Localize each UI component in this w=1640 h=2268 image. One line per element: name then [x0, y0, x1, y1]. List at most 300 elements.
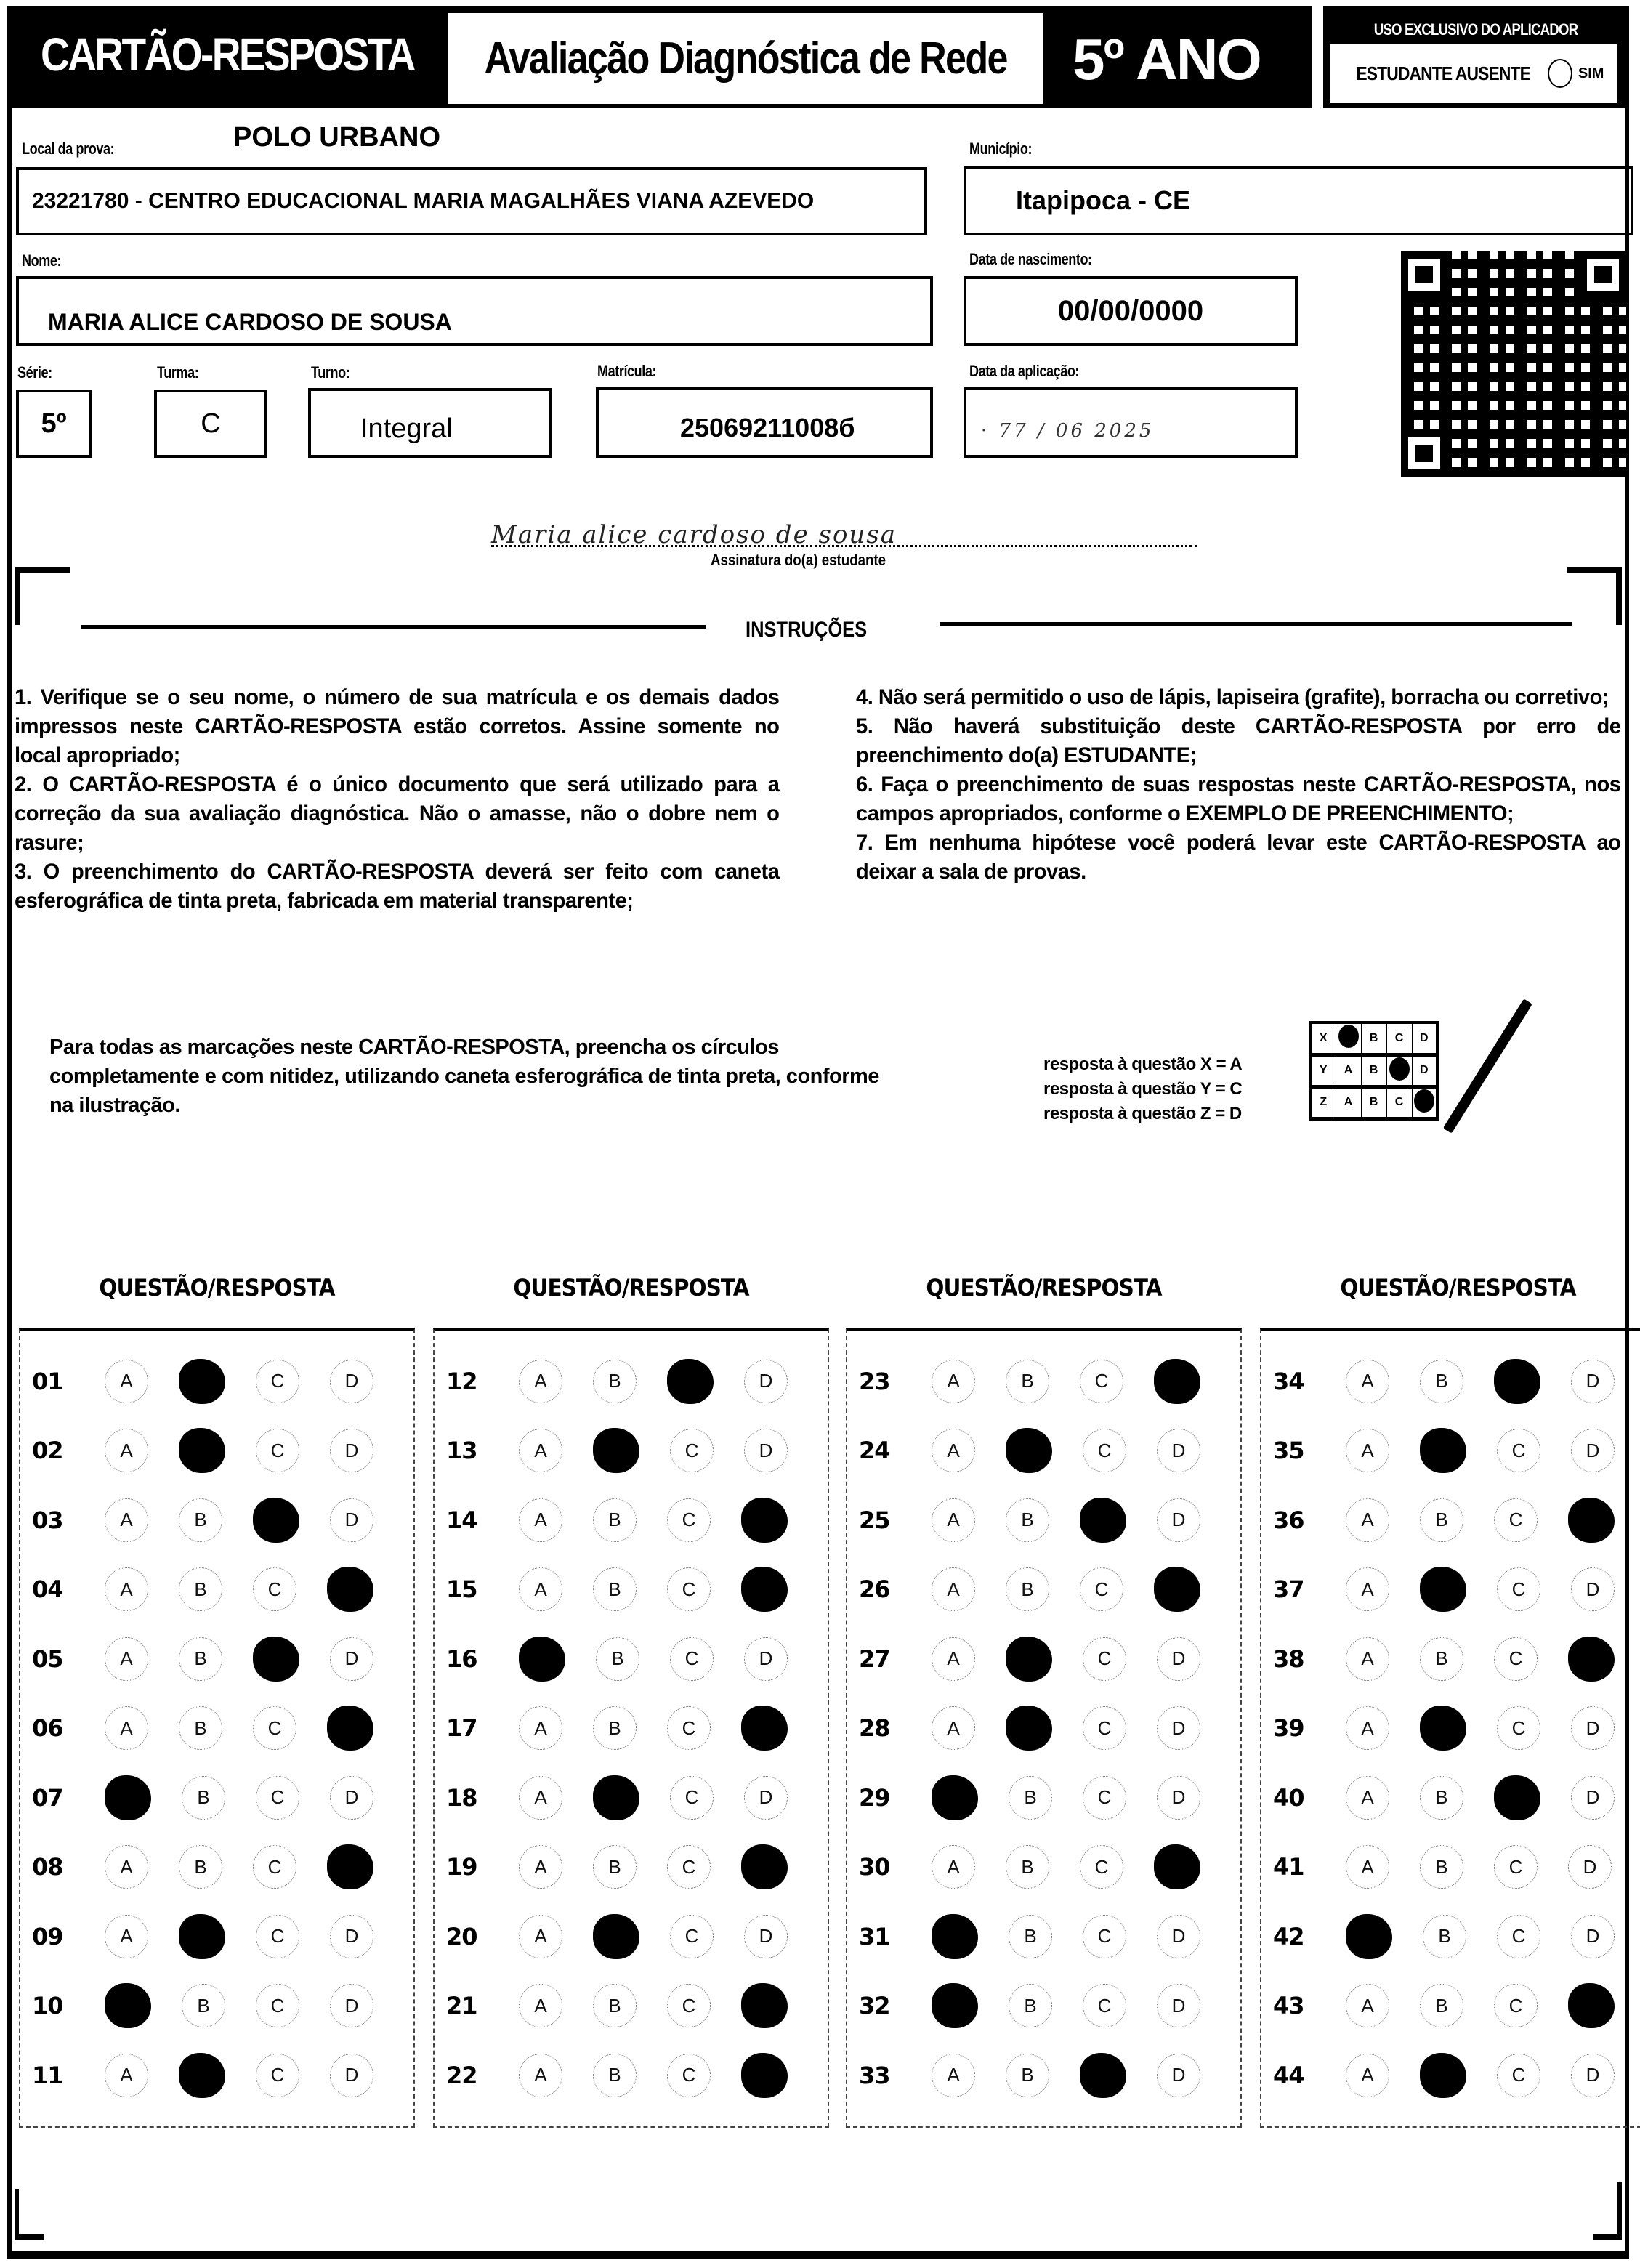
answer-bubble-b[interactable]: B [1420, 1984, 1463, 2027]
answer-bubble-b[interactable]: B [593, 1845, 637, 1889]
question-number: 42 [1273, 1922, 1304, 1950]
answer-bubble-b[interactable] [593, 1775, 639, 1820]
answer-bubble-a[interactable]: A [519, 1984, 562, 2027]
example-row-label: Z [1310, 1086, 1336, 1118]
example-line: resposta à questão Z = D [1043, 1104, 1242, 1123]
local-label: Local da prova: [22, 140, 115, 158]
answer-bubble-d[interactable]: D [330, 1429, 373, 1472]
answer-bubble-c[interactable]: C [670, 1637, 714, 1681]
answer-bubble-b[interactable] [593, 1428, 639, 1473]
answer-bubble-b[interactable]: B [1009, 1915, 1052, 1958]
answer-bubble-a[interactable]: A [105, 1498, 148, 1542]
answer-bubble-a[interactable] [105, 1775, 151, 1820]
answer-bubble-c[interactable]: C [1083, 1776, 1126, 1820]
question-number: 20 [446, 1922, 477, 1950]
question-number: 09 [32, 1922, 63, 1950]
answer-bubble-c[interactable]: C [256, 2054, 299, 2097]
answer-bubble-d[interactable] [741, 1983, 788, 2028]
answer-bubble-a[interactable]: A [105, 1915, 148, 1958]
answer-bubble-d[interactable]: D [1157, 1915, 1200, 1958]
aplicacao-field[interactable] [964, 387, 1298, 458]
question-number: 06 [32, 1714, 63, 1743]
answer-bubble-a[interactable]: A [105, 1567, 148, 1611]
answer-bubble-d[interactable] [1568, 1498, 1615, 1543]
answer-bubble-d[interactable]: D [330, 1915, 373, 1958]
answer-bubble-a[interactable] [105, 1983, 151, 2028]
grade-banner: 5º ANO [1073, 27, 1261, 92]
example-line: resposta à questão Y = C [1043, 1079, 1243, 1099]
answer-bubble-d[interactable]: D [1157, 1706, 1200, 1750]
answer-box [846, 1328, 1242, 2128]
answer-bubble-c[interactable] [1494, 1775, 1540, 1820]
answer-bubble-c[interactable]: C [1080, 1567, 1123, 1611]
answer-bubble-b[interactable]: B [1006, 1498, 1049, 1542]
answer-bubble-b[interactable]: B [1420, 1498, 1463, 1542]
answer-bubble-c[interactable]: C [256, 1360, 299, 1403]
question-number: 02 [32, 1437, 63, 1465]
answer-bubble-b[interactable]: B [179, 1567, 222, 1611]
question-row [1261, 1485, 1640, 1555]
question-number: 38 [1273, 1644, 1304, 1673]
answer-bubble-c[interactable]: C [253, 1845, 296, 1889]
filled-bubble-icon [1414, 1089, 1434, 1113]
answer-bubble-a[interactable]: A [519, 1915, 562, 1958]
municipio-field [964, 166, 1633, 235]
answer-bubble-c[interactable] [667, 1359, 714, 1404]
answer-bubble-b[interactable]: B [593, 2054, 637, 2097]
answer-bubble-a[interactable]: A [1346, 1498, 1389, 1542]
question-number: 36 [1273, 1506, 1304, 1534]
qr-code [1401, 251, 1626, 477]
local-value: POLO URBANO [233, 122, 440, 153]
question-row [847, 1416, 1240, 1486]
question-row [20, 1416, 413, 1486]
question-row [435, 1902, 828, 1972]
question-number: 07 [32, 1783, 63, 1812]
student-signature[interactable]: Maria alice cardoso de sousa [491, 520, 897, 549]
question-number: 05 [32, 1644, 63, 1673]
answer-bubble-a[interactable] [519, 1637, 565, 1682]
question-row [847, 1347, 1240, 1416]
nascimento-label: Data de nascimento: [969, 250, 1092, 268]
instruction-item: 4. Não será permitido o uso de lápis, lapiseira (grafite), borracha ou corretivo; [856, 685, 1609, 709]
question-number: 41 [1273, 1853, 1304, 1881]
answer-column [846, 1274, 1242, 2128]
answer-bubble-b[interactable]: B [179, 1845, 222, 1889]
answer-bubble-d[interactable]: D [1571, 2054, 1615, 2097]
answer-bubble-c[interactable]: C [1080, 1360, 1123, 1403]
answer-bubble-d[interactable]: D [1568, 1845, 1612, 1889]
answer-bubble-a[interactable]: A [1346, 1845, 1389, 1889]
answer-bubble-b[interactable]: B [1420, 1637, 1463, 1681]
turma-field [154, 390, 267, 458]
example-row-label: Y [1310, 1054, 1336, 1086]
answer-bubble-a[interactable]: A [105, 1845, 148, 1889]
answer-bubble-c[interactable]: C [670, 1429, 714, 1472]
answer-bubble-a[interactable]: A [1346, 2054, 1389, 2097]
answer-bubble-d[interactable] [1568, 1983, 1615, 2028]
instruction-item: 6. Faça o preenchimento de suas respostas neste CARTÃO-RESPOSTA, nos campos apropriados, conforme o EXEMPLO DE PREENCHIMENTO; [856, 772, 1621, 826]
answer-bubble-c[interactable]: C [256, 1984, 299, 2027]
answer-bubble-b[interactable] [1420, 1706, 1466, 1751]
question-row [435, 1694, 828, 1764]
question-row [1261, 1833, 1640, 1902]
question-number: 34 [1273, 1367, 1304, 1395]
answer-card [7, 6, 1629, 2259]
nome-field [16, 276, 933, 346]
question-row [20, 1902, 413, 1972]
question-row [435, 1416, 828, 1486]
turno-value: Integral [360, 413, 453, 444]
answer-bubble-d[interactable]: D [330, 1776, 373, 1820]
answer-bubble-d[interactable] [741, 1498, 788, 1543]
answer-bubble-d[interactable]: D [330, 1637, 373, 1681]
answer-bubble-a[interactable]: A [932, 1360, 975, 1403]
question-row [20, 1347, 413, 1416]
answer-bubble-b[interactable] [179, 2053, 225, 2098]
example-legend [1043, 1052, 1242, 1126]
answer-bubble-c[interactable] [253, 1637, 299, 1682]
answer-bubble-c[interactable]: C [667, 1567, 711, 1611]
column-title: QUESTÃO/RESPOSTA [513, 1274, 749, 1302]
answer-bubble-b[interactable]: B [179, 1637, 222, 1681]
question-row [435, 1763, 828, 1833]
question-number: 08 [32, 1853, 63, 1881]
answer-bubble-b[interactable]: B [1006, 1360, 1049, 1403]
answer-bubble-b[interactable] [593, 1914, 639, 1959]
answer-box [433, 1328, 829, 2128]
answer-bubble-d[interactable] [1154, 1844, 1200, 1889]
answer-bubble-a[interactable]: A [932, 1567, 975, 1611]
signature-label: Assinatura do(a) estudante [711, 551, 886, 569]
answer-bubble-d[interactable] [327, 1844, 373, 1889]
question-row [435, 1833, 828, 1902]
turma-value: C [201, 408, 221, 439]
answer-bubble-b[interactable]: B [1009, 1984, 1052, 2027]
answer-bubble-d[interactable]: D [330, 1360, 373, 1403]
answer-bubble-c[interactable]: C [1083, 1637, 1126, 1681]
question-row [1261, 1902, 1640, 1972]
answer-bubble-b[interactable]: B [1006, 2054, 1049, 2097]
answer-bubble-b[interactable] [179, 1428, 225, 1473]
answer-bubble-d[interactable]: D [1571, 1776, 1615, 1820]
answer-bubble-a[interactable]: A [932, 1637, 975, 1681]
answer-bubble-c[interactable]: C [1083, 1429, 1126, 1472]
answer-bubble-b[interactable] [1006, 1706, 1052, 1751]
turno-label: Turno: [311, 363, 350, 382]
question-number: 27 [859, 1644, 890, 1673]
signature-line [491, 545, 1197, 547]
answer-bubble-b[interactable]: B [1006, 1845, 1049, 1889]
answer-bubble-d[interactable]: D [1157, 1776, 1200, 1820]
answer-bubble-b[interactable]: B [593, 1984, 637, 2027]
answer-bubble-d[interactable]: D [744, 1776, 788, 1820]
answer-bubble-a[interactable]: A [519, 1567, 562, 1611]
answer-bubble-c[interactable]: C [1494, 1637, 1538, 1681]
question-number: 21 [446, 1992, 477, 2020]
question-number: 44 [1273, 2061, 1304, 2089]
answer-bubble-b[interactable] [1006, 1428, 1052, 1473]
serie-value: 5º [41, 408, 67, 439]
instruction-item: 1. Verifique se o seu nome, o número de sua matrícula e os demais dados impressos neste CARTÃO-RESPOSTA estão corretos. Assine somente no local apropriado; [15, 685, 780, 767]
answer-bubble-a[interactable]: A [1346, 1776, 1389, 1820]
answer-bubble-b[interactable] [1420, 1428, 1466, 1473]
answer-bubble-b[interactable]: B [593, 1567, 637, 1611]
answer-bubble-a[interactable] [932, 1775, 978, 1820]
answer-bubble-c[interactable] [1080, 2053, 1126, 2098]
answer-bubble-d[interactable]: D [1157, 1498, 1200, 1542]
matricula-field [596, 387, 933, 458]
column-title: QUESTÃO/RESPOSTA [1340, 1274, 1576, 1302]
answer-bubble-c[interactable]: C [670, 1915, 714, 1958]
question-number: 30 [859, 1853, 890, 1881]
answer-bubble-d[interactable]: D [744, 1637, 788, 1681]
question-row [435, 2041, 828, 2110]
answer-bubble-c[interactable]: C [667, 1845, 711, 1889]
school-value: 23221780 - CENTRO EDUCACIONAL MARIA MAGALHÃES VIANA AZEVEDO [32, 189, 815, 213]
instruction-item: 7. Em nenhuma hipótese você poderá levar este CARTÃO-RESPOSTA ao deixar a sala de provas. [856, 831, 1621, 884]
answer-bubble-b[interactable]: B [1420, 1845, 1463, 1889]
answer-bubble-d[interactable]: D [744, 1360, 788, 1403]
answer-bubble-c[interactable]: C [253, 1706, 296, 1750]
registration-mark [1593, 2182, 1622, 2240]
question-number: 43 [1273, 1992, 1304, 2020]
answer-bubble-d[interactable]: D [1571, 1706, 1615, 1750]
answer-bubble-a[interactable] [1346, 1914, 1392, 1959]
instruction-item: 3. O preenchimento do CARTÃO-RESPOSTA deverá ser feito com caneta esferográfica de tinta preta, fabricada em material transparente; [15, 860, 780, 913]
answer-bubble-b[interactable] [1006, 1637, 1052, 1682]
question-row [435, 1624, 828, 1694]
question-row [1261, 1624, 1640, 1694]
answer-bubble-c[interactable]: C [256, 1429, 299, 1472]
answer-bubble-d[interactable]: D [1157, 1429, 1200, 1472]
answer-bubble-d[interactable]: D [1571, 1567, 1615, 1611]
answer-bubble-b[interactable]: B [1006, 1567, 1049, 1611]
question-row [847, 1763, 1240, 1833]
aplicacao-label: Data da aplicação: [969, 362, 1080, 380]
answer-bubble-b[interactable]: B [596, 1637, 639, 1681]
absent-label: ESTUDANTE AUSENTE [1355, 62, 1530, 84]
answer-bubble-a[interactable]: A [105, 1706, 148, 1750]
answer-bubble-a[interactable]: A [519, 1706, 562, 1750]
answer-bubble-c[interactable]: C [1083, 1984, 1126, 2027]
answer-bubble-c[interactable]: C [1083, 1706, 1126, 1750]
answer-column [19, 1274, 415, 2128]
answer-bubble-a[interactable]: A [519, 1845, 562, 1889]
answer-bubble-d[interactable]: D [1571, 1360, 1615, 1403]
question-number: 23 [859, 1367, 890, 1395]
question-row [1261, 1416, 1640, 1486]
answer-bubble-a[interactable]: A [932, 2054, 975, 2097]
answer-bubble-a[interactable] [932, 1914, 978, 1959]
column-title: QUESTÃO/RESPOSTA [99, 1274, 335, 1302]
answer-bubble-b[interactable]: B [179, 1706, 222, 1750]
question-row [1261, 1555, 1640, 1625]
answer-bubble-a[interactable]: A [1346, 1429, 1389, 1472]
answer-bubble-b[interactable] [179, 1359, 225, 1404]
question-number: 15 [446, 1575, 477, 1604]
answer-bubble-a[interactable]: A [932, 1706, 975, 1750]
answer-bubble-c[interactable] [253, 1498, 299, 1543]
answer-bubble-d[interactable] [1154, 1567, 1200, 1612]
answer-bubble-a[interactable]: A [1346, 1360, 1389, 1403]
answer-bubble-a[interactable]: A [105, 1429, 148, 1472]
example-row-label: X [1310, 1022, 1336, 1054]
answer-bubble-d[interactable]: D [1157, 2054, 1200, 2097]
answer-bubble-c[interactable]: C [256, 1915, 299, 1958]
filled-bubble-icon [1338, 1025, 1359, 1048]
question-row [1261, 1694, 1640, 1764]
answer-bubble-d[interactable] [741, 1567, 788, 1612]
question-row [20, 1485, 413, 1555]
registration-mark [15, 2189, 44, 2240]
answer-bubble-a[interactable]: A [1346, 1567, 1389, 1611]
answer-bubble-b[interactable] [179, 1914, 225, 1959]
answer-bubble-c[interactable]: C [253, 1567, 296, 1611]
question-number: 28 [859, 1714, 890, 1743]
answer-bubble-a[interactable]: A [932, 1498, 975, 1542]
question-row [435, 1347, 828, 1416]
answer-bubble-d[interactable]: D [330, 1498, 373, 1542]
answer-bubble-a[interactable]: A [932, 1429, 975, 1472]
question-number: 11 [32, 2061, 63, 2089]
card-title: CARTÃO-RESPOSTA [41, 28, 414, 81]
answer-bubble-b[interactable]: B [182, 1984, 225, 2027]
question-row [20, 1972, 413, 2041]
question-row [435, 1555, 828, 1625]
answer-bubble-d[interactable]: D [330, 1984, 373, 2027]
aplicacao-value: · 77 / 06 2025 [981, 420, 1155, 442]
answer-bubble-d[interactable] [741, 1844, 788, 1889]
answer-bubble-d[interactable] [1154, 1359, 1200, 1404]
answer-bubble-d[interactable] [1568, 1637, 1615, 1682]
evaluation-title: Avaliação Diagnóstica de Rede [484, 33, 1007, 84]
question-row [1261, 1972, 1640, 2041]
example-grid: X B C D Y A B D Z A B C [1309, 1021, 1439, 1121]
answer-bubble-b[interactable]: B [593, 1498, 637, 1542]
question-row [847, 1624, 1240, 1694]
question-row [20, 1763, 413, 1833]
answer-bubble-c[interactable] [1080, 1498, 1126, 1543]
answer-bubble-a[interactable]: A [519, 1360, 562, 1403]
answer-bubble-c[interactable]: C [1080, 1845, 1123, 1889]
answer-bubble-a[interactable]: A [519, 1429, 562, 1472]
answer-bubble-d[interactable] [327, 1567, 373, 1612]
answer-bubble-d[interactable] [741, 1706, 788, 1751]
answer-bubble-a[interactable]: A [519, 1498, 562, 1542]
filled-bubble-icon [1389, 1057, 1410, 1081]
answer-bubble-c[interactable]: C [667, 1984, 711, 2027]
answer-bubble-d[interactable]: D [1157, 1637, 1200, 1681]
answer-bubble-c[interactable]: C [1497, 1429, 1540, 1472]
answer-bubble-d[interactable]: D [1571, 1429, 1615, 1472]
question-row [1261, 1763, 1640, 1833]
answer-bubble-c[interactable]: C [1497, 1567, 1540, 1611]
absent-bubble[interactable] [1548, 59, 1572, 88]
question-row [847, 1833, 1240, 1902]
question-row [20, 1555, 413, 1625]
absent-option-label: SIM [1578, 65, 1604, 81]
answer-bubble-c[interactable]: C [1083, 1915, 1126, 1958]
answer-bubble-a[interactable]: A [932, 1845, 975, 1889]
pen-illustration-icon [1443, 998, 1532, 1134]
answer-bubble-a[interactable]: A [1346, 1706, 1389, 1750]
answer-bubble-c[interactable]: C [667, 1706, 711, 1750]
answer-bubble-d[interactable] [741, 2053, 788, 2098]
subtitle-box [448, 13, 1043, 104]
answer-bubble-a[interactable] [932, 1983, 978, 2028]
answer-bubble-b[interactable]: B [593, 1360, 637, 1403]
question-number: 22 [446, 2061, 477, 2089]
answer-bubble-c[interactable]: C [667, 2054, 711, 2097]
answer-bubble-c[interactable]: C [1497, 1915, 1540, 1958]
answer-bubble-c[interactable]: C [1497, 1706, 1540, 1750]
question-number: 10 [32, 1992, 63, 2020]
answer-bubble-d[interactable]: D [1571, 1915, 1615, 1958]
answer-bubble-a[interactable]: A [519, 2054, 562, 2097]
answer-bubble-b[interactable]: B [1009, 1776, 1052, 1820]
municipio-label: Município: [969, 140, 1033, 158]
answer-bubble-c[interactable]: C [1494, 1984, 1538, 2027]
question-number: 25 [859, 1506, 890, 1534]
nome-label: Nome: [22, 251, 62, 270]
matricula-label: Matrícula: [597, 362, 657, 380]
answer-bubble-b[interactable]: B [1423, 1915, 1466, 1958]
answer-bubble-b[interactable] [1420, 2053, 1466, 2098]
qr-finder-icon [1401, 251, 1447, 298]
answer-bubble-a[interactable]: A [105, 2054, 148, 2097]
question-row [847, 1485, 1240, 1555]
answer-bubble-c[interactable]: C [256, 1776, 299, 1820]
answer-bubble-b[interactable]: B [1420, 1776, 1463, 1820]
question-row [20, 1624, 413, 1694]
question-number: 33 [859, 2061, 890, 2089]
answer-bubble-c[interactable]: C [670, 1776, 714, 1820]
answer-bubble-b[interactable] [1420, 1567, 1466, 1612]
question-row [435, 1972, 828, 2041]
column-title: QUESTÃO/RESPOSTA [926, 1274, 1162, 1302]
answer-bubble-d[interactable]: D [744, 1915, 788, 1958]
answer-bubble-b[interactable]: B [182, 1776, 225, 1820]
answer-bubble-d[interactable]: D [330, 2054, 373, 2097]
question-row [847, 1694, 1240, 1764]
answer-column [433, 1274, 829, 2128]
answer-bubble-c[interactable]: C [667, 1498, 711, 1542]
answer-bubble-c[interactable]: C [1494, 1498, 1538, 1542]
answer-bubble-a[interactable]: A [519, 1776, 562, 1820]
applicator-label: USO EXCLUSIVO DO APLICADOR [1373, 20, 1578, 39]
answer-bubble-c[interactable]: C [1494, 1845, 1538, 1889]
applicator-box [1323, 6, 1628, 108]
question-number: 40 [1273, 1783, 1304, 1812]
answer-bubble-d[interactable]: D [744, 1429, 788, 1472]
answer-bubble-c[interactable]: C [1497, 2054, 1540, 2097]
absent-field [1330, 44, 1617, 103]
answer-bubble-b[interactable]: B [1420, 1360, 1463, 1403]
answer-bubble-d[interactable]: D [1157, 1984, 1200, 2027]
answer-bubble-b[interactable]: B [593, 1706, 637, 1750]
question-row [847, 1972, 1240, 2041]
school-field [16, 167, 927, 235]
answer-bubble-c[interactable] [1494, 1359, 1540, 1404]
answer-bubble-b[interactable]: B [179, 1498, 222, 1542]
answer-bubble-d[interactable] [327, 1706, 373, 1751]
registration-mark [1567, 567, 1622, 625]
answer-bubble-a[interactable]: A [1346, 1637, 1389, 1681]
answer-bubble-a[interactable]: A [1346, 1984, 1389, 2027]
answer-bubble-a[interactable]: A [105, 1637, 148, 1681]
answer-bubble-a[interactable]: A [105, 1360, 148, 1403]
